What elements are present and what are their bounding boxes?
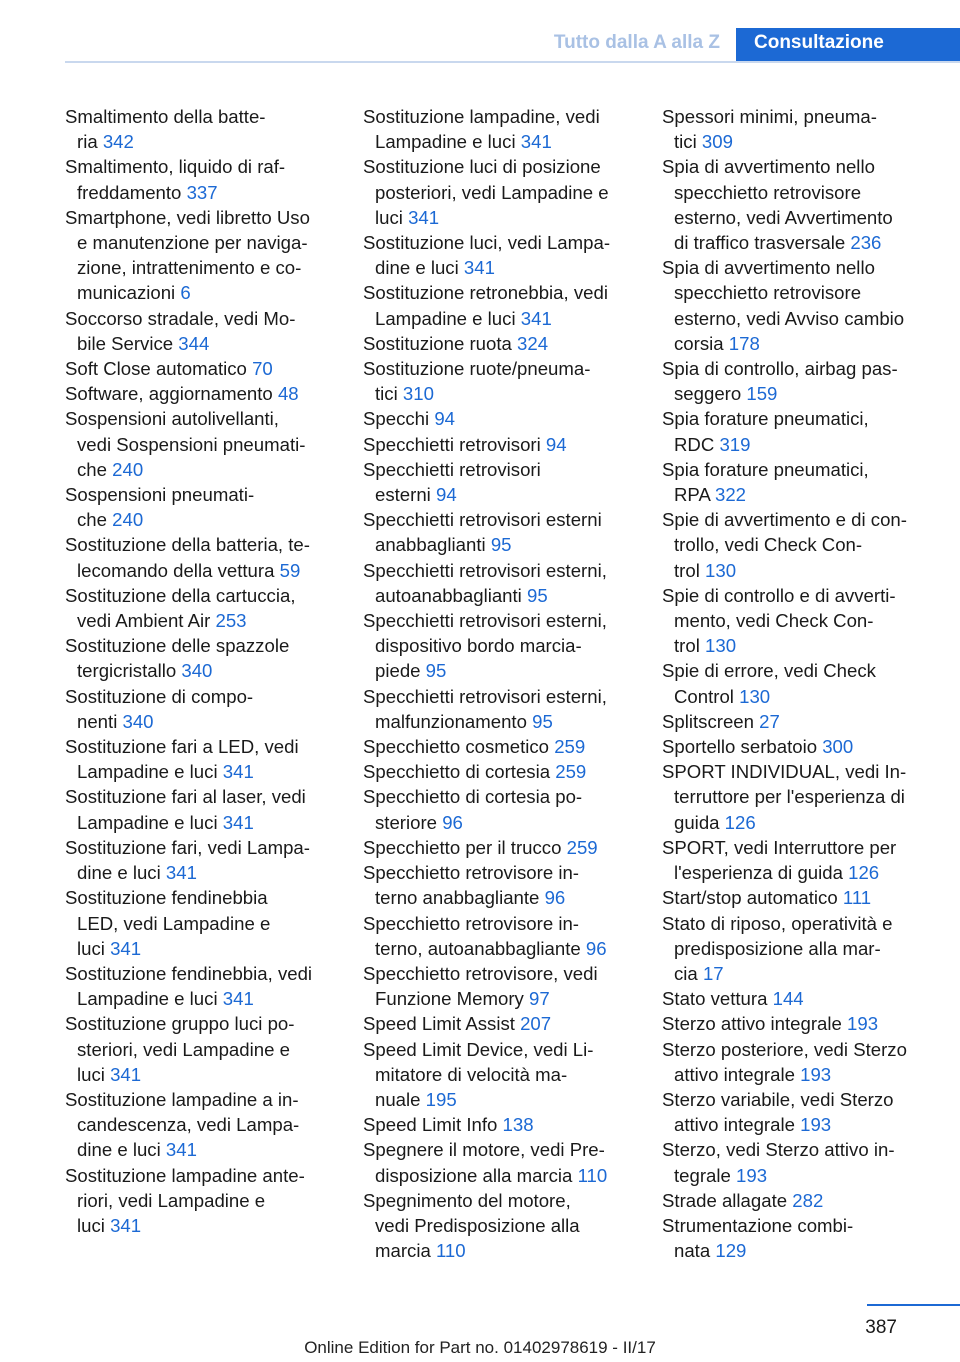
index-entry-text: dine e luci [77,1139,161,1161]
page-link[interactable]: 110 [435,1240,466,1262]
index-entry-text: Specchietto di cortesia po- [363,786,583,808]
page-link[interactable]: 324 [517,332,549,354]
index-entry-text: Specchietti retrovisori esterni, [363,610,607,632]
index-entry [662,1137,932,1187]
index-entry-text: candescenza, vedi Lampa- [77,1114,300,1136]
index-entry-text: vedi Ambient Air [77,610,211,632]
page-link[interactable]: 130 [705,559,737,581]
page-link[interactable]: 129 [715,1240,747,1262]
index-entry-text: dine e luci [77,862,161,884]
index-entry [662,1188,932,1213]
index-entry-text: dine e luci [375,257,459,279]
index-entry [65,154,335,204]
index-entry [662,658,932,708]
index-entry [363,1037,633,1113]
index-entry-text: Spie di controllo e di avverti- [662,584,896,606]
page-link[interactable]: 144 [772,988,804,1010]
index-entry-text: Start/stop automatico [662,887,838,909]
page-link[interactable]: 193 [800,1114,832,1136]
page-link[interactable]: 95 [490,534,512,556]
index-entry-text: Speed Limit Info [363,1114,498,1136]
index-entry-text: tergicristallo [77,660,177,682]
index-entry-text: Sterzo variabile, vedi Sterzo [662,1088,894,1110]
page-link[interactable]: 240 [112,509,144,531]
page-link[interactable]: 193 [736,1164,768,1186]
index-entry-text: Sostituzione lampadine, vedi [363,106,600,127]
index-entry [363,1112,633,1137]
index-entry-text: Sterzo, vedi Sterzo attivo in- [662,1139,895,1161]
page-link[interactable]: 6 [180,282,191,304]
page-link[interactable]: 138 [502,1114,534,1136]
index-entry-text: Sterzo posteriore, vedi Sterzo [662,1038,907,1060]
page-link[interactable]: 111 [842,887,872,909]
index-entry [363,835,633,860]
index-entry-text: Spie di avvertimento e di con- [662,509,907,531]
index-entry-text: Sostituzione luci, vedi Lampa- [363,232,611,254]
page-link[interactable]: 342 [102,131,134,153]
index-entry-text: mitatore di velocità ma- [375,1063,568,1085]
index-entry-text: bile Service [77,332,174,354]
index-entry [662,154,932,255]
index-entry-text: corsia [674,332,724,354]
index-entry [662,255,932,356]
index-entry [363,104,633,154]
index-entry-text: riori, vedi Lampadine e [77,1189,266,1211]
index-entry-text: Strade allagate [662,1189,788,1211]
index-entry-text: steriore [375,811,438,833]
index-entry [363,154,633,230]
page-link[interactable]: 110 [577,1164,608,1186]
index-entry-text: esterno, vedi Avvertimento [674,206,893,228]
index-entry [363,230,633,280]
page-link[interactable]: 341 [520,307,552,329]
index-entry-text: Sostituzione della cartuccia, [65,584,296,606]
index-entry-text: ria [77,131,98,153]
index-entry [363,911,633,961]
index-entry-text: Spegnere il motore, vedi Pre- [363,1139,605,1161]
page-link[interactable]: 96 [544,887,566,909]
index-entry-text: dispositivo bordo marcia- [375,635,582,657]
index-entry-text: Specchietto retrovisore in- [363,862,579,884]
index-entry [363,406,633,431]
index-entry-text: Sostituzione delle spazzole [65,635,290,657]
index-entry-text: Sportello serbatoio [662,736,818,758]
page-link[interactable]: 159 [746,383,778,405]
index-entry [662,1037,932,1087]
index-entry [363,1188,633,1264]
index-entry [363,280,633,330]
page-link[interactable]: 341 [222,988,254,1010]
index-entry-text: Specchietti retrovisori [363,458,541,480]
index-entry [65,306,335,356]
index-entry [662,1213,932,1263]
index-entry-text: che [77,458,107,480]
index-entry [65,835,335,885]
index-entry-text: zione, intrattenimento e co- [77,257,302,279]
page-link[interactable]: 94 [545,433,567,455]
index-entry-text: Spie di errore, vedi Check [662,660,876,682]
index-entry-text: attivo integrale [674,1114,795,1136]
index-entry-text: Sostituzione luci di posizione [363,156,601,178]
index-entry-text: Sostituzione ruota [363,332,512,354]
index-entry-text: SPORT, vedi Interruttore per [662,836,897,858]
page-link[interactable]: 126 [724,811,756,833]
index-entry-text: Sostituzione retronebbia, vedi [363,282,608,304]
page-link[interactable]: 259 [555,761,587,783]
index-entry-text: luci [77,937,105,959]
index-entry-text: Spegnimento del motore, [363,1189,571,1211]
index-entry [363,1011,633,1036]
index-entry [363,507,633,557]
index-entry-text: nata [674,1240,711,1262]
index-entry-text: Sospensioni pneumati- [65,484,255,506]
index-column-2 [363,104,633,1263]
index-entry-text: Speed Limit Assist [363,1013,515,1035]
index-entry-text: Funzione Memory [375,988,524,1010]
index-entry [662,104,932,154]
page-link[interactable]: 96 [442,811,463,833]
index-entry-text: Spessori minimi, pneuma- [662,106,877,127]
index-entry [65,205,335,306]
index-entry-text: luci [77,1063,105,1085]
page-link[interactable]: 310 [402,383,434,405]
index-entry-text: Sostituzione fari a LED, vedi [65,736,299,758]
index-entry-text: guida [674,811,720,833]
page-link[interactable]: 96 [585,937,607,959]
index-entry [363,457,633,507]
index-entry [662,885,932,910]
page-number: 387 [865,1317,897,1338]
index-entry [363,961,633,1011]
index-entry [363,784,633,834]
index-entry-text: Specchietto per il trucco [363,836,562,858]
page-link[interactable]: 130 [705,635,737,657]
page-link[interactable]: 341 [408,206,440,228]
page-link[interactable]: 341 [110,937,142,959]
index-entry [65,784,335,834]
page-link[interactable]: 94 [434,408,456,430]
index-entry-text: luci [77,1214,105,1236]
index-column-1 [65,104,335,1238]
page-link[interactable]: 282 [792,1189,824,1211]
index-entry-text: vedi Sospensioni pneumati- [77,433,306,455]
index-entry-text: Spia forature pneumatici, [662,458,869,480]
index-entry-text: tici [375,383,398,405]
index-entry [662,457,932,507]
index-entry [363,356,633,406]
index-entry-text: Spia di avvertimento nello [662,156,875,178]
index-entry [65,532,335,582]
index-entry-text: Lampadine e luci [77,761,218,783]
index-entry [363,1137,633,1187]
page-link[interactable]: 130 [739,685,771,707]
page-link[interactable]: 341 [165,862,197,884]
index-entry-text: Smaltimento, liquido di raf- [65,156,286,178]
page-link[interactable]: 253 [215,610,247,632]
index-entry [363,432,633,457]
index-entry [363,734,633,759]
index-entry-text: terno, autoanabbagliante [375,937,581,959]
index-entry [662,406,932,456]
index-entry-text: Sospensioni autolivellanti, [65,408,279,430]
page-link[interactable]: 259 [566,836,598,858]
index-entry-text: Soccorso stradale, vedi Mo- [65,307,296,329]
index-entry-text: Sostituzione fari al laser, vedi [65,786,306,808]
index-entry [363,331,633,356]
index-entry-text: Sostituzione ruote/pneuma- [363,358,591,380]
index-entry-text: mento, vedi Check Con- [674,610,874,632]
index-entry [65,1011,335,1087]
index-entry-text: freddamento [77,181,182,203]
index-entry [65,356,335,381]
index-entry [363,860,633,910]
page-number-rule [867,1304,960,1306]
index-entry-text: Soft Close automatico [65,358,247,380]
index-entry-text: Specchietti retrovisori esterni [363,509,602,531]
page-link[interactable]: 178 [728,332,760,354]
index-entry-text: tegrale [674,1164,731,1186]
index-entry [65,1163,335,1239]
index-entry-text: Specchietto retrovisore in- [363,912,579,934]
index-entry-text: seggero [674,383,742,405]
index-entry-text: Sostituzione di compo- [65,685,254,707]
index-entry-text: marcia [375,1240,431,1262]
index-entry [662,1011,932,1036]
index-entry-text: Speed Limit Device, vedi Li- [363,1038,594,1060]
page-link[interactable]: 341 [463,257,495,279]
page-link[interactable]: 344 [178,332,210,354]
index-entry-text: predisposizione alla mar- [674,937,881,959]
index-entry-text: specchietto retrovisore [674,181,862,203]
index-entry-text: Specchietto di cortesia [363,761,551,783]
page-link[interactable]: 48 [277,383,299,405]
page-link[interactable]: 94 [435,484,457,506]
index-entry-text: vedi Predisposizione alla [375,1214,580,1236]
page-link[interactable]: 236 [850,232,882,254]
page-link[interactable]: 341 [520,131,552,153]
index-entry-text: lecomando della vettura [77,559,275,581]
page-link[interactable]: 195 [425,1088,457,1110]
page-link[interactable]: 309 [701,131,733,153]
page-link[interactable]: 322 [715,484,747,506]
index-entry-text: Lampadine e luci [77,988,218,1010]
page-link[interactable]: 341 [165,1139,197,1161]
page-link[interactable]: 95 [425,660,447,682]
index-entry-text: luci [375,206,403,228]
page-link[interactable]: 193 [800,1063,832,1085]
index-entry-text: Software, aggiornamento [65,383,273,405]
index-entry-text: l'esperienza di guida [674,862,843,884]
page-link[interactable]: 341 [222,761,254,783]
index-entry-text: Sostituzione lampadine ante- [65,1164,305,1186]
index-entry-text: esterni [375,484,431,506]
index-entry-text: nenti [77,710,118,732]
index-entry-text: Sostituzione gruppo luci po- [65,1013,295,1035]
index-entry-text: trol [674,559,700,581]
index-entry-text: posteriori, vedi Lampadine e [375,181,609,203]
index-entry-text: RDC [674,433,715,455]
index-entry-text: Sterzo attivo integrale [662,1013,842,1035]
index-entry [363,759,633,784]
page-link[interactable]: 97 [528,988,550,1010]
index-entry-text: terruttore per l'esperienza di [674,786,905,808]
index-entry-text: Spia forature pneumatici, [662,408,869,430]
page-link[interactable]: 337 [186,181,218,203]
index-entry-text: malfunzionamento [375,710,527,732]
chapter-tab: Consultazione [736,28,960,61]
page-link[interactable]: 340 [122,710,154,732]
index-entry [363,558,633,608]
index-entry-text: Specchietti retrovisori esterni, [363,559,607,581]
index-entry [662,583,932,659]
header-rule [65,61,960,63]
index-entry-text: Spia di controllo, airbag pas- [662,358,898,380]
index-entry-text: tici [674,131,697,153]
index-entry-text: cia [674,962,698,984]
index-entry-text: RPA [674,484,710,506]
index-entry-text: Specchietto retrovisore, vedi [363,962,598,984]
index-entry [662,734,932,759]
index-entry-text: anabbaglianti [375,534,486,556]
index-entry-text: e manutenzione per naviga- [77,232,308,254]
index-entry [65,104,335,154]
index-entry [662,986,932,1011]
index-entry-text: Lampadine e luci [77,811,218,833]
index-entry-text: Specchietto cosmetico [363,736,550,758]
index-entry [65,482,335,532]
index-entry [65,583,335,633]
index-entry-text: nuale [375,1088,421,1110]
page-link[interactable]: 300 [822,736,854,758]
index-entry [662,835,932,885]
index-entry [662,356,932,406]
page-link[interactable]: 70 [252,358,273,380]
index-entry-text: Smartphone, vedi libretto Uso [65,206,310,228]
index-entry-text: Spia di avvertimento nello [662,257,875,279]
index-entry-text: esterno, vedi Avviso cambio [674,307,905,329]
index-entry-text: disposizione alla marcia [375,1164,573,1186]
page-link[interactable]: 341 [110,1214,142,1236]
index-entry-text: attivo integrale [674,1063,795,1085]
index-entry [662,1087,932,1137]
index-entry-text: Smaltimento della batte- [65,106,266,127]
index-entry-text: municazioni [77,282,176,304]
footer-edition: Online Edition for Part no. 01402978619 - II/17 [304,1338,656,1357]
index-entry-text: steriori, vedi Lampadine e [77,1038,290,1060]
page-link[interactable]: 259 [554,736,586,758]
index-entry-text: Control [674,685,734,707]
index-entry-text: Sostituzione fendinebbia [65,887,268,909]
index-entry-text: di traffico trasversale [674,232,846,254]
index-entry [65,406,335,482]
page-link[interactable]: 27 [759,710,780,732]
index-entry-text: Lampadine e luci [375,131,516,153]
index-entry-text: Sostituzione fendinebbia, vedi [65,962,313,984]
index-entry-text: Specchietti retrovisori [363,433,541,455]
index-entry [662,507,932,583]
page-link[interactable]: 340 [181,660,213,682]
index-entry [65,684,335,734]
page-link[interactable]: 193 [847,1013,879,1035]
index-entry-text: piede [375,660,421,682]
index-entry-text: Splitscreen [662,710,754,732]
index-entry [363,608,633,684]
index-entry-text: terno anabbagliante [375,887,540,909]
page-link[interactable]: 341 [110,1063,142,1085]
index-entry-text: Specchietti retrovisori esterni, [363,685,607,707]
section-title: Tutto dalla A alla Z [553,32,720,53]
index-entry [65,734,335,784]
index-entry [363,684,633,734]
index-entry [65,381,335,406]
index-entry-text: Specchi [363,408,430,430]
page-link[interactable]: 207 [520,1013,552,1035]
index-entry-text: Strumentazione combi- [662,1214,854,1236]
index-entry-text: Lampadine e luci [375,307,516,329]
page-link[interactable]: 319 [719,433,751,455]
index-entry [65,633,335,683]
index-entry-text: autoanabbaglianti [375,584,522,606]
index-entry-text: trol [674,635,700,657]
index-entry-text: Sostituzione della batteria, te- [65,534,310,556]
page-link[interactable]: 17 [702,962,724,984]
page-link[interactable]: 341 [222,811,254,833]
index-entry [65,885,335,961]
index-column-3 [662,104,932,1263]
index-entry [662,911,932,987]
index-entry [65,1087,335,1163]
page-link[interactable]: 59 [279,559,301,581]
index-entry [662,709,932,734]
index-entry-text: che [77,509,107,531]
index-entry-text: Stato di riposo, operatività e [662,912,893,934]
page-link[interactable]: 95 [532,710,553,732]
index-entry [662,759,932,835]
page-link[interactable]: 95 [527,584,548,606]
index-entry-text: SPORT INDIVIDUAL, vedi In- [662,761,907,783]
index-entry-text: Stato vettura [662,988,768,1010]
index-entry-text: specchietto retrovisore [674,282,862,304]
page-link[interactable]: 126 [848,862,880,884]
index-entry-text: Sostituzione lampadine a in- [65,1088,299,1110]
index-entry-text: Sostituzione fari, vedi Lampa- [65,836,310,858]
index-entry-text: trollo, vedi Check Con- [674,534,863,556]
index-entry-text: LED, vedi Lampadine e [77,912,271,934]
index-entry [65,961,335,1011]
page-link[interactable]: 240 [112,458,144,480]
